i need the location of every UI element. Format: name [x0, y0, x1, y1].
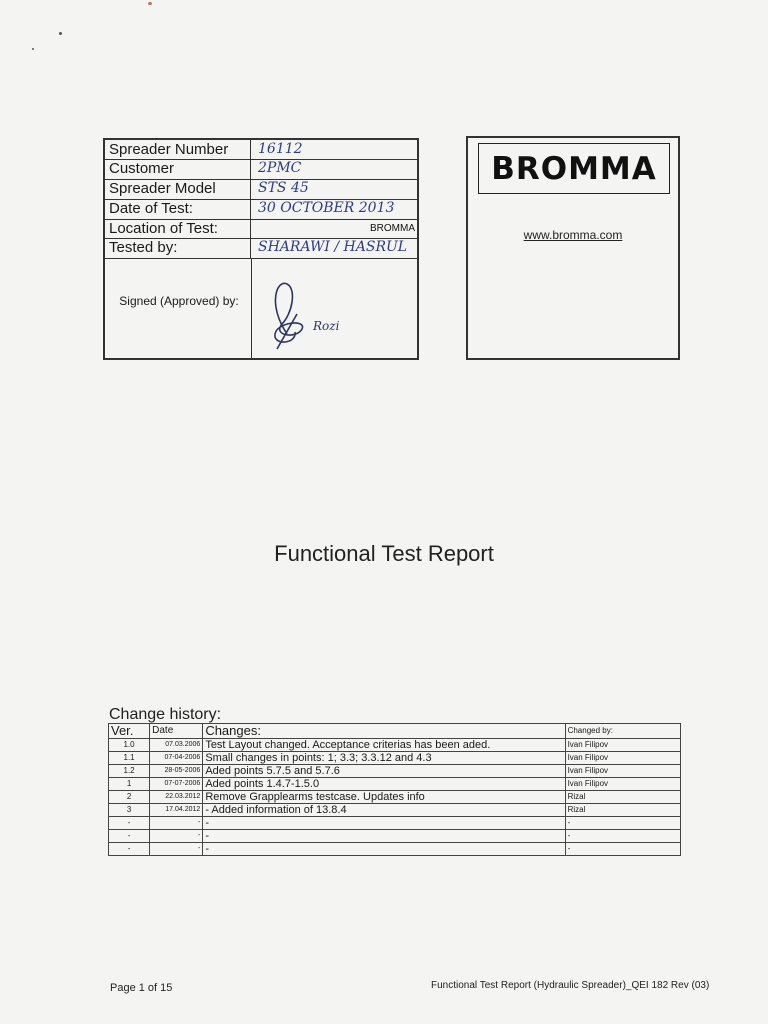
table-row: [109, 817, 681, 830]
info-row-tested-by: [105, 238, 417, 259]
handwritten-value: 30 OCTOBER 2013: [258, 200, 395, 216]
page-number: Page 1 of 15: [110, 982, 173, 994]
cell-version: 2: [109, 791, 150, 804]
cell-changed-by: Rizal: [565, 804, 680, 817]
table-header-row: [109, 724, 681, 739]
info-row-spreader-model: [105, 179, 417, 200]
cell-changed-by: -: [565, 817, 680, 830]
cell-changed-by: -: [565, 843, 680, 856]
column-header-changes: Changes:: [203, 724, 565, 739]
cell-changes: -: [203, 817, 565, 830]
signed-approved-label: Signed (Approved) by:: [119, 294, 239, 308]
cell-changed-by: -: [565, 830, 680, 843]
cell-date: 07.03.2006: [150, 739, 203, 752]
cell-date: 22.03.2012: [150, 791, 203, 804]
info-row-date-of-test: [105, 199, 417, 220]
info-row-location-of-test: [105, 219, 417, 239]
cell-date: 07-04-2006: [150, 752, 203, 765]
cell-changes: Small changes in points: 1; 3.3; 3.3.12 and 4.3: [203, 752, 565, 765]
table-row: [109, 843, 681, 856]
table-row: [109, 791, 681, 804]
scan-speck: [32, 48, 34, 50]
cell-date: -: [150, 830, 203, 843]
change-history-heading: Change history:: [109, 706, 222, 723]
cell-changed-by: Rizal: [565, 791, 680, 804]
cell-version: -: [109, 843, 150, 856]
handwritten-value: 2PMC: [258, 160, 302, 176]
cell-date: 17.04.2012: [150, 804, 203, 817]
cell-changed-by: Ivan Filipov: [565, 778, 680, 791]
handwritten-value: STS 45: [258, 180, 309, 196]
cell-changes: - Added information of 13.8.4: [203, 804, 565, 817]
column-header-date: Date: [150, 724, 203, 739]
table-row: [109, 804, 681, 817]
info-label: Tested by:: [107, 238, 251, 258]
company-logo-box: [466, 136, 680, 360]
cell-date: 28-05-2006: [150, 765, 203, 778]
cell-changes: -: [203, 843, 565, 856]
cell-changed-by: Ivan Filipov: [565, 752, 680, 765]
info-label: Customer: [107, 159, 251, 179]
cell-date: 07-07-2006: [150, 778, 203, 791]
handwritten-value: SHARAWI / HASRUL: [258, 239, 408, 255]
signature-icon: [257, 274, 367, 354]
cell-version: 3: [109, 804, 150, 817]
column-header-version: Ver.: [109, 724, 150, 739]
cell-changes: Test Layout changed. Acceptance criterias has been aded.: [203, 739, 565, 752]
table-row: [109, 778, 681, 791]
table-row: [109, 739, 681, 752]
cell-changes: -: [203, 830, 565, 843]
info-row-customer: [105, 159, 417, 180]
change-history-table: [108, 723, 681, 856]
table-divider: [251, 258, 252, 358]
cell-version: 1: [109, 778, 150, 791]
location-value: BROMMA: [370, 223, 415, 234]
cell-changes: Remove Grapplearms testcase. Updates info: [203, 791, 565, 804]
footer-document-name: Functional Test Report (Hydraulic Spreader)_QEI 182 Rev (03): [431, 980, 710, 991]
cell-version: 1.2: [109, 765, 150, 778]
info-label: Spreader Model: [107, 179, 251, 199]
page-title: Functional Test Report: [274, 541, 494, 566]
cell-version: -: [109, 817, 150, 830]
scan-speck: [59, 32, 62, 35]
info-label: Location of Test:: [107, 219, 251, 238]
table-row: [109, 830, 681, 843]
signature-name: Rozi: [313, 319, 340, 333]
cell-changed-by: Ivan Filipov: [565, 765, 680, 778]
test-info-table: [103, 138, 419, 360]
table-row: [109, 752, 681, 765]
cell-changed-by: Ivan Filipov: [565, 739, 680, 752]
handwritten-value: 16112: [258, 141, 303, 157]
scan-speck: [148, 2, 152, 5]
cell-version: 1.0: [109, 739, 150, 752]
bromma-logo: BROMMA: [478, 143, 670, 194]
cell-date: -: [150, 817, 203, 830]
change-history-body: [109, 739, 681, 856]
info-row-spreader-number: [105, 140, 417, 160]
cell-changes: Aded points 5.7.5 and 5.7.6: [203, 765, 565, 778]
cell-version: -: [109, 830, 150, 843]
cell-version: 1.1: [109, 752, 150, 765]
column-header-changed-by: Changed by:: [565, 724, 680, 739]
website-link[interactable]: www.bromma.com: [523, 228, 623, 242]
info-label: Spreader Number: [107, 140, 251, 159]
cell-changes: Aded points 1.4.7-1.5.0: [203, 778, 565, 791]
cell-date: -: [150, 843, 203, 856]
info-label: Date of Test:: [107, 199, 251, 219]
table-row: [109, 765, 681, 778]
